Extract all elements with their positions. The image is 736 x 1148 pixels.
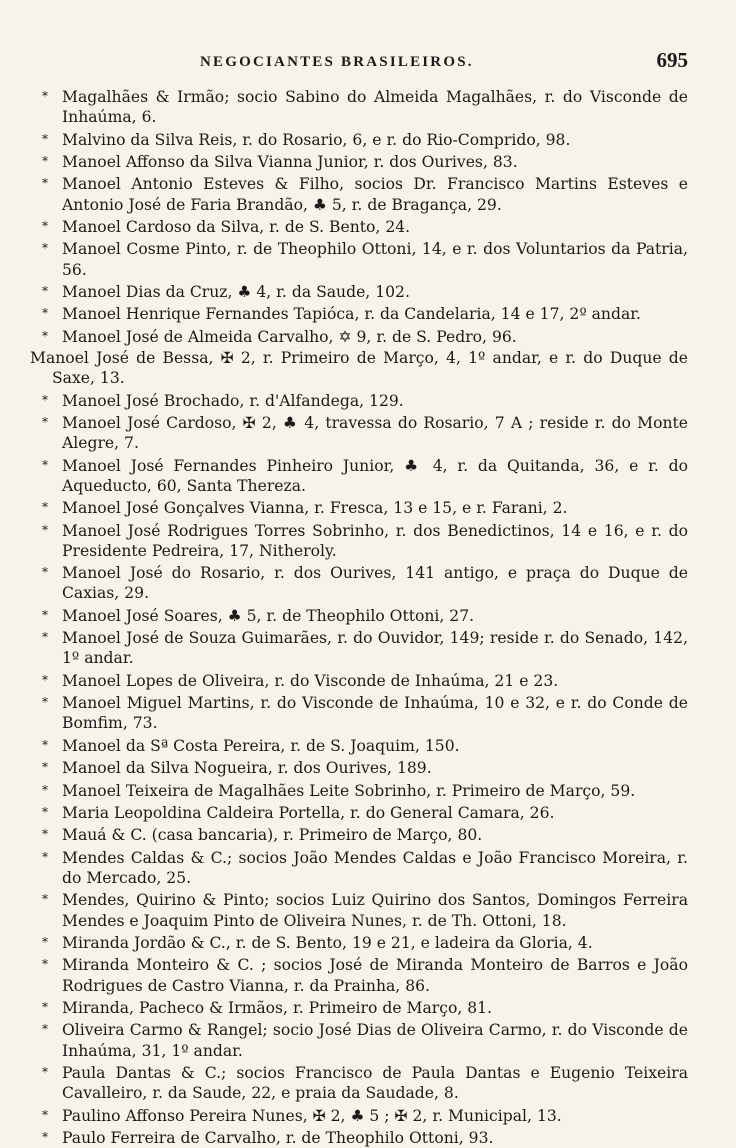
entry-marker: * (42, 672, 48, 687)
directory-entry (30, 412, 688, 453)
entry-marker: * (42, 934, 48, 949)
entry-text: Malvino da Silva Reis, r. do Rosario, 6, e r. do Rio-Comprido, 98. (62, 130, 571, 149)
entry-marker: * (42, 607, 48, 622)
directory-entry (30, 997, 688, 1018)
directory-entry (30, 173, 688, 214)
entry-text: Oliveira Carmo & Rangel; socio José Dias de Oliveira Carmo, r. do Visconde de Inhaúma, 31, 1º andar. (62, 1021, 688, 1060)
entry-marker: * (42, 328, 48, 343)
entry-text: Manoel José Soares, ♣ 5, r. de Theophilo Ottoni, 27. (62, 606, 475, 625)
entry-text: Manoel Affonso da Silva Vianna Junior, r. dos Ourives, 83. (62, 152, 518, 171)
entry-marker: * (42, 805, 48, 820)
entry-marker: * (42, 999, 48, 1014)
running-title: NEGOCIANTES BRASILEIROS. (200, 54, 474, 70)
entry-text: Manoel Teixeira de Magalhães Leite Sobrinho, r. Primeiro de Março, 59. (62, 781, 636, 800)
directory-entry (30, 1062, 688, 1103)
entry-text: Miranda Jordão & C., r. de S. Bento, 19 e 21, e ladeira da Gloria, 4. (62, 933, 593, 952)
entry-text: Manoel da Sª Costa Pereira, r. de S. Joaquim, 150. (62, 736, 460, 755)
entry-text: Miranda Monteiro & C. ; socios José de Miranda Monteiro de Barros e João Rodrigues de Castro Vianna, r. da Prainha, 86. (62, 956, 688, 995)
entry-text: Manoel da Silva Nogueira, r. dos Ourives, 189. (62, 759, 432, 778)
entry-marker: * (42, 500, 48, 515)
directory-entry (30, 1127, 688, 1148)
entry-marker: * (42, 630, 48, 645)
directory-entry (30, 348, 688, 388)
entry-marker: * (42, 1129, 48, 1144)
directory-entry (30, 670, 688, 691)
entry-marker: * (42, 565, 48, 580)
directory-entry (30, 692, 688, 733)
entry-marker: * (42, 415, 48, 430)
entry-text: Manoel Cosme Pinto, r. de Theophilo Ottoni, 14, e r. dos Voluntarios da Patria, 56. (62, 240, 688, 279)
directory-entry (30, 238, 688, 279)
entry-text: Magalhães & Irmão; socio Sabino do Almeida Magalhães, r. do Visconde de Inhaúma, 6. (62, 88, 688, 127)
directory-entry (30, 326, 688, 347)
entry-text: Manoel Lopes de Oliveira, r. do Visconde de Inhaúma, 21 e 23. (62, 671, 559, 690)
entry-text: Manoel José do Rosario, r. dos Ourives, 141 antigo, e praça do Duque de Caxias, 29. (62, 564, 688, 603)
directory-entry (30, 735, 688, 756)
directory-entry (30, 129, 688, 150)
entry-marker: * (42, 782, 48, 797)
entry-text: Manoel Henrique Fernandes Tapióca, r. da Candelaria, 14 e 17, 2º andar. (62, 305, 641, 324)
directory-entry (30, 757, 688, 778)
entry-marker: * (42, 695, 48, 710)
entry-text: Mauá & C. (casa bancaria), r. Primeiro de Março, 80. (62, 826, 483, 845)
entry-text: Manoel Dias da Cruz, ♣ 4, r. da Saude, 102. (62, 282, 410, 301)
entry-text: Manoel José Brochado, r. d'Alfandega, 129. (62, 391, 404, 410)
entry-marker: * (42, 760, 48, 775)
page-number: 695 (656, 48, 688, 72)
entry-text: Manoel Miguel Martins, r. do Visconde de Inhaúma, 10 e 32, e r. do Conde de Bomfim, 73. (62, 694, 688, 733)
entry-marker: * (42, 131, 48, 146)
entry-marker: * (42, 241, 48, 256)
entry-text: Maria Leopoldina Caldeira Portella, r. do General Camara, 26. (62, 804, 555, 823)
entry-text: Paulo Ferreira de Carvalho, r. de Theophilo Ottoni, 93. (62, 1128, 494, 1147)
entry-marker: * (42, 957, 48, 972)
entry-marker: * (42, 737, 48, 752)
directory-entry (30, 954, 688, 995)
directory-entry (30, 455, 688, 496)
directory-entry (30, 605, 688, 626)
entry-marker: * (42, 892, 48, 907)
entry-marker: * (42, 1022, 48, 1037)
directory-entry (30, 390, 688, 411)
entry-marker: * (42, 283, 48, 298)
directory-entry (30, 824, 688, 845)
entry-text: Manoel José de Souza Guimarães, r. do Ouvidor, 149; reside r. do Senado, 142, 1º andar. (62, 629, 688, 668)
directory-entry (30, 281, 688, 302)
directory-entry (30, 216, 688, 237)
entry-text: Paula Dantas & C.; socios Francisco de Paula Dantas e Eugenio Teixeira Cavalleiro, r. da Saude, 22, e praia da Saudade, 8. (62, 1063, 688, 1103)
directory-entry (30, 151, 688, 172)
entry-marker: * (42, 306, 48, 321)
entry-marker: * (42, 457, 48, 472)
directory-entry (30, 303, 688, 324)
directory-entry (30, 802, 688, 823)
entry-text: Mendes Caldas & C.; socios João Mendes Caldas e João Francisco Moreira, r. do Mercado, 25. (62, 848, 688, 887)
directory-entry (30, 1019, 688, 1060)
entry-text: Mendes, Quirino & Pinto; socios Luiz Quirino dos Santos, Domingos Ferreira Mendes e Joaquim Pinto de Oliveira Nunes, r. de Th. Ottoni, 18. (62, 891, 688, 930)
directory-entry (30, 780, 688, 801)
entry-marker: * (42, 522, 48, 537)
directory-entry (30, 847, 688, 888)
entry-marker: * (42, 218, 48, 233)
entry-text: Manoel José de Bessa, ✠ 2, r. Primeiro de Março, 4, 1º andar, e r. do Duque de Saxe, 13. (30, 349, 688, 388)
entry-text: Paulino Affonso Pereira Nunes, ✠ 2, ♣ 5 ; ✠ 2, r. Municipal, 13. (62, 1106, 562, 1125)
entry-text: Manoel Antonio Esteves & Filho, socios Dr. Francisco Martins Esteves e Antonio José de Faria Brandão, ♣ 5, r. de Bragança, 29. (62, 175, 688, 214)
directory-entry (30, 86, 688, 127)
directory-entry (30, 627, 688, 668)
entry-marker: * (42, 89, 48, 103)
entry-marker: * (42, 1064, 48, 1079)
directory-entry (30, 932, 688, 953)
entry-marker: * (42, 849, 48, 864)
directory-entry (30, 889, 688, 930)
entry-marker: * (42, 176, 48, 191)
directory-entry (30, 497, 688, 518)
entry-marker: * (42, 827, 48, 842)
directory-entry (30, 520, 688, 561)
entry-text: Manoel José Fernandes Pinheiro Junior, ♣ 4, r. da Quitanda, 36, e r. do Aqueducto, 60, Santa Thereza. (62, 456, 688, 495)
entry-text: Manoel José Rodrigues Torres Sobrinho, r. dos Benedictinos, 14 e 16, e r. do Presidente Pedreira, 17, Nitheroly. (62, 521, 688, 560)
entry-marker: * (42, 1107, 48, 1122)
entry-text: Miranda, Pacheco & Irmãos, r. Primeiro de Março, 81. (62, 998, 493, 1017)
directory-entries (30, 86, 688, 1148)
page-header (30, 48, 688, 86)
entry-text: Manoel José Cardoso, ✠ 2, ♣ 4, travessa do Rosario, 7 A ; reside r. do Monte Alegre, 7. (62, 414, 688, 453)
entry-text: Manoel Cardoso da Silva, r. de S. Bento, 24. (62, 217, 411, 236)
directory-entry (30, 1105, 688, 1126)
entry-marker: * (42, 392, 48, 407)
entry-text: Manoel José de Almeida Carvalho, ✡ 9, r. de S. Pedro, 96. (62, 327, 517, 346)
entry-marker: * (42, 153, 48, 168)
directory-entry (30, 562, 688, 603)
entry-text: Manoel José Gonçalves Vianna, r. Fresca, 13 e 15, e r. Farani, 2. (62, 499, 568, 518)
